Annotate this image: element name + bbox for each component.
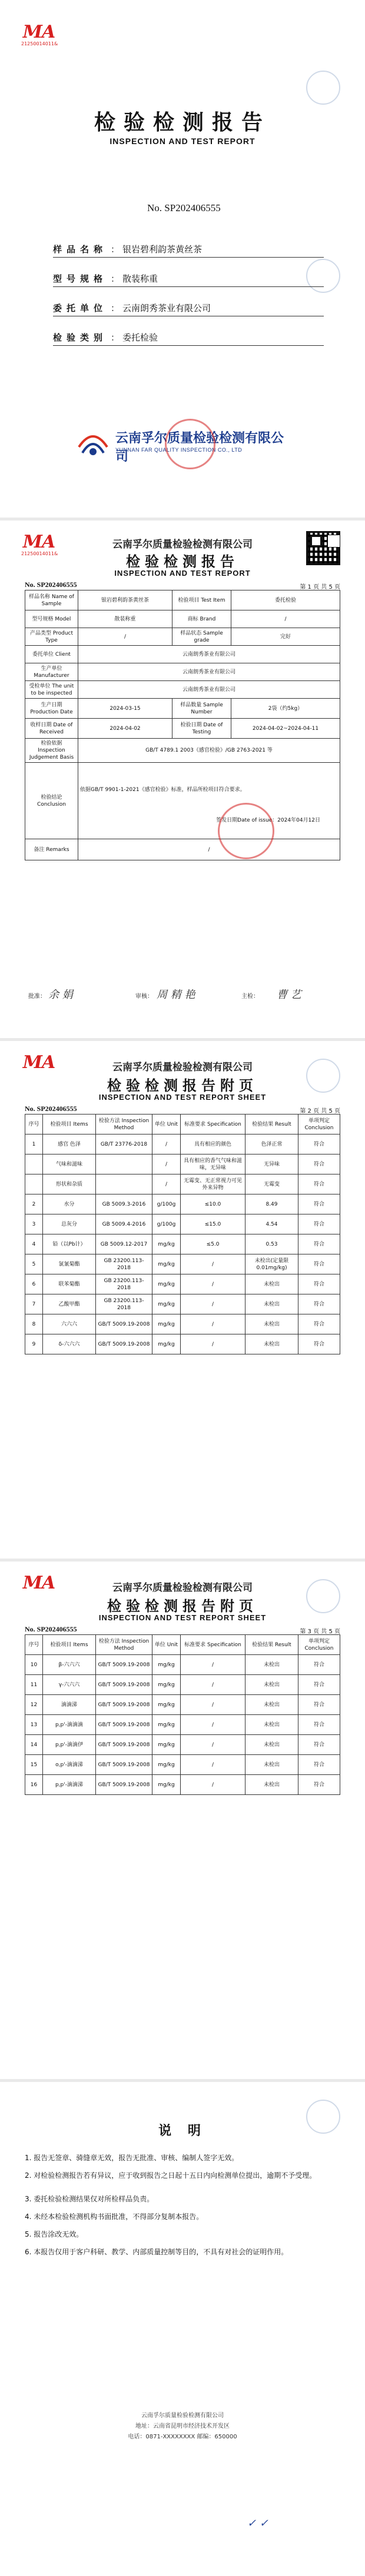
cell-label: 样品状态 Sample grade — [172, 628, 231, 646]
table-cell: 3 — [25, 1214, 43, 1234]
report-sheet-page — [0, 1041, 365, 1559]
note-item: 5. 报告涂改无效。 — [25, 2230, 84, 2238]
table-cell: 符合 — [298, 1254, 340, 1274]
table-cell: mg/kg — [152, 1675, 181, 1695]
table-cell: 水分 — [43, 1194, 96, 1214]
table-cell: 感官 色泽 — [43, 1134, 96, 1154]
table-cell: GB 23200.113-2018 — [96, 1274, 152, 1294]
lab-header: 云南孚尔质量检验检测有限公司 — [112, 539, 253, 550]
table-row — [25, 1254, 340, 1274]
table-cell: GB/T 5009.19-2008 — [96, 1695, 152, 1715]
table-cell: 4.54 — [245, 1214, 298, 1234]
table-cell: ≤5.0 — [181, 1234, 245, 1254]
table-cell: g/100g — [152, 1214, 181, 1234]
table-cell: 无霉变 — [245, 1174, 298, 1194]
table-cell: ≤10.0 — [181, 1194, 245, 1214]
table-row — [25, 1214, 340, 1234]
table-cell: 9 — [25, 1334, 43, 1354]
table-cell: 符合 — [298, 1715, 340, 1735]
note-item: 2. 对检验检测报告若有异议，应于收到报告之日起十五日内向检测单位提出，逾期不予受理。 — [25, 2171, 317, 2180]
cover-row-sample-name: 样品名称 ： 银岩碧利韵茶黄丝茶 — [53, 242, 324, 258]
table-cell: / — [181, 1695, 245, 1715]
table-row — [25, 719, 340, 739]
table-cell: 未检出 — [245, 1334, 298, 1354]
table-row — [25, 1294, 340, 1314]
results-table — [25, 1114, 340, 1354]
watermark-icon — [306, 71, 340, 105]
table-cell: 符合 — [298, 1675, 340, 1695]
table-cell: mg/kg — [152, 1735, 181, 1755]
table-cell: 14 — [25, 1735, 43, 1755]
table-row — [25, 1655, 340, 1675]
table-cell: / — [152, 1154, 181, 1174]
table-cell: / — [181, 1334, 245, 1354]
footer-address: 地址：云南省昆明市经济技术开发区 — [135, 2423, 230, 2430]
column-header: 序号 — [25, 1115, 43, 1134]
table-cell: mg/kg — [152, 1234, 181, 1254]
column-header: 单项判定 Conclusion — [298, 1115, 340, 1134]
table-cell: GB/T 5009.19-2008 — [96, 1775, 152, 1795]
cell-label: 检验结论 Conclusion — [25, 763, 78, 839]
note-item: 1. 报告无签章、骑缝章无效，报告无批准、审核、编制人签字无效。 — [25, 2154, 239, 2162]
table-cell: 无异味 — [245, 1154, 298, 1174]
table-cell: GB 5009.12-2017 — [96, 1234, 152, 1254]
table-row — [25, 1154, 340, 1174]
column-header: 单项判定 Conclusion — [298, 1635, 340, 1655]
table-cell: mg/kg — [152, 1655, 181, 1675]
table-cell: 6 — [25, 1274, 43, 1294]
table-row — [25, 1234, 340, 1254]
table-row — [25, 590, 340, 610]
table-row — [25, 1755, 340, 1775]
table-cell: 符合 — [298, 1755, 340, 1775]
cell-value: GB/T 4789.1 2003《感官检验》/GB 2763-2021 等 — [78, 739, 340, 763]
report-number: No. SP202406555 — [147, 202, 221, 213]
cell-label: 委托单位 Client — [25, 646, 78, 663]
table-cell: GB 5009.3-2016 — [96, 1194, 152, 1214]
column-header: 检验方法 Inspection Method — [96, 1115, 152, 1134]
page-indicator: 第 2 页 共 5 页 — [300, 1108, 340, 1115]
cell-value: 云南朗秀茶业有限公司 — [78, 681, 340, 699]
note-item: 4. 未经本检验检测机构书面批准，不得部分复制本报告。 — [25, 2213, 204, 2221]
cell-label: 收样日期 Date of Received — [25, 719, 78, 739]
tester-label: 主检： — [241, 993, 259, 1000]
table-cell: 7 — [25, 1294, 43, 1314]
table-header-row — [25, 1635, 340, 1655]
results-table — [25, 1634, 340, 1795]
table-cell: / — [152, 1174, 181, 1194]
report-number: No. SP202406555 — [25, 580, 77, 589]
cover-row-category: 检验类别 ： 委托检验 — [53, 331, 324, 346]
table-cell: 未检出 — [245, 1715, 298, 1735]
table-cell: 六六六 — [43, 1314, 96, 1334]
table-cell: / — [181, 1775, 245, 1795]
table-cell: 符合 — [298, 1775, 340, 1795]
table-cell: mg/kg — [152, 1755, 181, 1775]
table-row — [25, 1174, 340, 1194]
note-item: 6. 本报告仅用于客户科研、教学、内部质量控制等目的，不具有对社会的证明作用。 — [25, 2248, 288, 2256]
table-cell: 符合 — [298, 1174, 340, 1194]
handwritten-note: ✓ ✓ — [247, 2517, 268, 2530]
cell-label: 备注 Remarks — [25, 839, 78, 860]
table-row — [25, 839, 340, 860]
table-cell: 5 — [25, 1254, 43, 1274]
page-title: 检验检测报告附页 — [107, 1077, 258, 1094]
cell-value: / — [78, 628, 172, 646]
notes-title: 说 明 — [158, 2124, 207, 2138]
table-header-row — [25, 1115, 340, 1134]
column-header: 检验项目 Items — [43, 1635, 96, 1655]
lab-banner — [77, 423, 288, 467]
table-cell: 具有相应的颜色 — [181, 1134, 245, 1154]
table-cell: 4 — [25, 1234, 43, 1254]
results-body — [25, 1655, 340, 1795]
table-cell: 15 — [25, 1755, 43, 1775]
column-header: 单位 Unit — [152, 1115, 181, 1134]
table-cell: δ-六六六 — [43, 1334, 96, 1354]
table-row — [25, 1314, 340, 1334]
table-cell: GB 23200.113-2018 — [96, 1254, 152, 1274]
table-cell: 未检出 — [245, 1695, 298, 1715]
table-row — [25, 763, 340, 839]
approve-signature: 余 娟 — [48, 989, 73, 1001]
table-cell: 未检出(定量限0.01mg/kg) — [245, 1254, 298, 1274]
table-row — [25, 1775, 340, 1795]
table-cell: 10 — [25, 1655, 43, 1675]
cover-row-client: 委托单位 ： 云南朗秀茶业有限公司 — [53, 301, 324, 316]
table-cell: 符合 — [298, 1655, 340, 1675]
footer-lab-name: 云南孚尔质量检验检测有限公司 — [141, 2413, 224, 2419]
page-subtitle: INSPECTION AND TEST REPORT SHEET — [98, 1093, 267, 1102]
cma-logo: MA — [22, 1573, 55, 1593]
table-cell: / — [181, 1735, 245, 1755]
table-row — [25, 1274, 340, 1294]
page-title: 检验检测报告附页 — [107, 1598, 258, 1614]
cell-label: 受检单位 The unit to be inspected — [25, 681, 78, 699]
table-cell: 未检出 — [245, 1675, 298, 1695]
table-cell: 未检出 — [245, 1735, 298, 1755]
table-cell — [96, 1154, 152, 1174]
column-header: 检验结果 Result — [245, 1635, 298, 1655]
table-cell: GB/T 5009.19-2008 — [96, 1334, 152, 1354]
cover-row-model: 型号规格 ： 散装称重 — [53, 272, 324, 287]
table-cell — [96, 1174, 152, 1194]
cell-label: 生产日期 Production Date — [25, 699, 78, 719]
cover-title: 检验检测报告 — [94, 111, 271, 135]
table-cell: GB/T 5009.19-2008 — [96, 1655, 152, 1675]
footer-contact: 电话：0871-XXXXXXXX 邮编：650000 — [128, 2434, 237, 2440]
table-cell: 未检出 — [245, 1294, 298, 1314]
conclusion-cell — [78, 763, 340, 839]
cell-value: 2袋（约5kg） — [231, 699, 340, 719]
table-row — [25, 1194, 340, 1214]
table-cell: 12 — [25, 1695, 43, 1715]
cell-value: 云南朗秀茶业有限公司 — [78, 663, 340, 681]
table-cell: mg/kg — [152, 1274, 181, 1294]
table-cell: / — [181, 1254, 245, 1274]
page-subtitle: INSPECTION AND TEST REPORT — [114, 569, 251, 578]
cell-label: 样品名称 Name of Sample — [25, 590, 78, 610]
page-subtitle: INSPECTION AND TEST REPORT SHEET — [98, 1613, 267, 1622]
report-number: No. SP202406555 — [25, 1105, 77, 1113]
cell-value: 散装称重 — [78, 610, 172, 628]
table-cell: p,p'-滴滴涕 — [43, 1775, 96, 1795]
table-cell: 符合 — [298, 1695, 340, 1715]
table-cell: GB 5009.4-2016 — [96, 1214, 152, 1234]
table-cell — [25, 1154, 43, 1174]
table-cell: 符合 — [298, 1274, 340, 1294]
column-header: 检验方法 Inspection Method — [96, 1635, 152, 1655]
notes-page — [0, 2082, 365, 2576]
table-cell: 色泽正常 — [245, 1134, 298, 1154]
note-item: 3. 委托检验检测结果仅对所检样品负责。 — [25, 2195, 154, 2203]
column-header: 标准要求 Specification — [181, 1635, 245, 1655]
table-row — [25, 699, 340, 719]
table-row — [25, 1334, 340, 1354]
report-info-table — [25, 590, 340, 860]
table-cell: mg/kg — [152, 1715, 181, 1735]
cell-value: 2024-03-15 — [78, 699, 172, 719]
table-cell: 符合 — [298, 1194, 340, 1214]
cell-label: 产品类型 Product Type — [25, 628, 78, 646]
table-cell: 16 — [25, 1775, 43, 1795]
table-cell: 符合 — [298, 1154, 340, 1174]
cma-code: 21250014011& — [21, 551, 58, 556]
table-cell: 未检出 — [245, 1274, 298, 1294]
table-row — [25, 1715, 340, 1735]
column-header: 标准要求 Specification — [181, 1115, 245, 1134]
table-cell: β-六六六 — [43, 1655, 96, 1675]
official-stamp — [218, 803, 274, 859]
table-cell — [25, 1174, 43, 1194]
table-cell: GB/T 5009.19-2008 — [96, 1314, 152, 1334]
report-page — [0, 520, 365, 1038]
cover-subtitle: INSPECTION AND TEST REPORT — [110, 136, 256, 146]
cell-label: 样品数量 Sample Number — [172, 699, 231, 719]
cma-mark — [21, 24, 57, 46]
table-cell: / — [181, 1755, 245, 1775]
column-header: 检验项目 Items — [43, 1115, 96, 1134]
column-header: 检验结果 Result — [245, 1115, 298, 1134]
issue-date: 签发日期Date of issue：2024年04月12日 — [216, 817, 320, 823]
page-title: 检验检测报告 — [126, 553, 239, 570]
lab-header: 云南孚尔质量检验检测有限公司 — [112, 1062, 253, 1073]
table-row — [25, 1695, 340, 1715]
table-cell: 滴滴涕 — [43, 1695, 96, 1715]
table-cell: / — [152, 1134, 181, 1154]
cell-label: 检验日期 Date of Testing — [172, 719, 231, 739]
table-row — [25, 646, 340, 663]
table-cell: GB/T 5009.19-2008 — [96, 1715, 152, 1735]
table-row — [25, 1675, 340, 1695]
table-cell: 11 — [25, 1675, 43, 1695]
cma-logo: MA — [22, 1052, 55, 1073]
lab-name: 云南孚尔质量检验检测有限公司 — [115, 431, 284, 464]
cma-code: 21250014011& — [21, 41, 58, 46]
table-row — [25, 663, 340, 681]
table-cell: ≤15.0 — [181, 1214, 245, 1234]
cell-label: 检验项目 Test Item — [172, 590, 231, 610]
results-body — [25, 1134, 340, 1354]
cell-value: / — [78, 839, 340, 860]
tester-signature: 曹 艺 — [277, 989, 301, 1001]
table-cell: 未检出 — [245, 1755, 298, 1775]
table-cell: GB/T 5009.19-2008 — [96, 1735, 152, 1755]
table-cell: / — [181, 1655, 245, 1675]
table-cell: / — [181, 1675, 245, 1695]
cell-label: 商标 Brand — [172, 610, 231, 628]
table-cell: 2 — [25, 1194, 43, 1214]
table-cell: / — [181, 1715, 245, 1735]
table-cell: mg/kg — [152, 1254, 181, 1274]
column-header: 单位 Unit — [152, 1635, 181, 1655]
review-signature: 周 精 艳 — [157, 989, 195, 1001]
table-cell: 联苯菊酯 — [43, 1274, 96, 1294]
table-cell: 未检出 — [245, 1655, 298, 1675]
lab-logo-icon — [77, 429, 110, 459]
table-cell: GB/T 23776-2018 — [96, 1134, 152, 1154]
table-cell: GB 23200.113-2018 — [96, 1294, 152, 1314]
table-cell: 8.49 — [245, 1194, 298, 1214]
cma-logo: MA — [22, 22, 55, 42]
table-cell: 具有相应的香气气味和滋味，无异味 — [181, 1154, 245, 1174]
table-cell: mg/kg — [152, 1314, 181, 1334]
table-cell: mg/kg — [152, 1695, 181, 1715]
table-cell: 符合 — [298, 1334, 340, 1354]
review-label: 审核： — [135, 993, 153, 1000]
lab-header: 云南孚尔质量检验检测有限公司 — [112, 1582, 253, 1594]
table-row — [25, 610, 340, 628]
table-cell: g/100g — [152, 1194, 181, 1214]
table-cell: 未检出 — [245, 1314, 298, 1334]
page-indicator: 第 1 页 共 5 页 — [300, 584, 340, 590]
table-cell: p,p'-滴滴滴 — [43, 1715, 96, 1735]
table-cell: 无霉变、无正常视力可见外来异物 — [181, 1174, 245, 1194]
cell-label: 检验依据 Inspection Judgement Basis — [25, 739, 78, 763]
cell-value: 完好 — [231, 628, 340, 646]
cma-logo: MA — [22, 532, 55, 552]
cell-value: 银岩碧利韵茶黄丝茶 — [78, 590, 172, 610]
table-cell: mg/kg — [152, 1775, 181, 1795]
table-cell: 符合 — [298, 1294, 340, 1314]
table-cell: 符合 — [298, 1134, 340, 1154]
table-cell: / — [181, 1294, 245, 1314]
table-cell: GB/T 5009.19-2008 — [96, 1675, 152, 1695]
table-cell: mg/kg — [152, 1294, 181, 1314]
table-cell: 形状和杂质 — [43, 1174, 96, 1194]
cell-label: 生产单位 Manufacturer — [25, 663, 78, 681]
report-number: No. SP202406555 — [25, 1625, 77, 1633]
table-cell: 总灰分 — [43, 1214, 96, 1234]
table-cell: 符合 — [298, 1735, 340, 1755]
table-cell: 13 — [25, 1715, 43, 1735]
table-cell: 符合 — [298, 1314, 340, 1334]
table-cell: p,p'-滴滴伊 — [43, 1735, 96, 1755]
table-cell: / — [181, 1314, 245, 1334]
table-cell: 氯氰菊酯 — [43, 1254, 96, 1274]
column-header: 序号 — [25, 1635, 43, 1655]
table-row — [25, 739, 340, 763]
table-cell: 气味和滋味 — [43, 1154, 96, 1174]
cell-value: 委托检验 — [231, 590, 340, 610]
table-cell: GB/T 5009.19-2008 — [96, 1755, 152, 1775]
table-cell: 符合 — [298, 1214, 340, 1234]
table-cell: 8 — [25, 1314, 43, 1334]
report-sheet-page — [0, 1561, 365, 2079]
cell-value: / — [231, 610, 340, 628]
table-cell: 1 — [25, 1134, 43, 1154]
table-cell: o,p'-滴滴涕 — [43, 1755, 96, 1775]
cell-label: 型号规格 Model — [25, 610, 78, 628]
page-indicator: 第 3 页 共 5 页 — [300, 1629, 340, 1635]
lab-name-en: YUNNAN FAR QUALITY INSPECTION CO., LTD — [115, 447, 243, 453]
table-cell: 未检出 — [245, 1775, 298, 1795]
table-cell: 乙酸甲酯 — [43, 1294, 96, 1314]
approve-label: 批准： — [28, 993, 46, 1000]
conclusion-text: 依据GB/T 9901-1-2021《感官检验》标准，样品所检项目符合要求。 — [80, 787, 245, 793]
table-cell: 铅（以Pb计） — [43, 1234, 96, 1254]
table-cell: / — [181, 1274, 245, 1294]
cell-value: 2024-04-02 — [78, 719, 172, 739]
table-row — [25, 681, 340, 699]
table-cell: 0.53 — [245, 1234, 298, 1254]
table-cell: mg/kg — [152, 1334, 181, 1354]
cover-page — [0, 0, 365, 518]
table-row — [25, 1134, 340, 1154]
table-cell: 符合 — [298, 1234, 340, 1254]
cell-value: 2024-04-02~2024-04-11 — [231, 719, 340, 739]
cell-value: 云南朗秀茶业有限公司 — [78, 646, 340, 663]
table-row — [25, 628, 340, 646]
table-row — [25, 1735, 340, 1755]
table-cell: γ-六六六 — [43, 1675, 96, 1695]
official-stamp — [165, 419, 215, 469]
